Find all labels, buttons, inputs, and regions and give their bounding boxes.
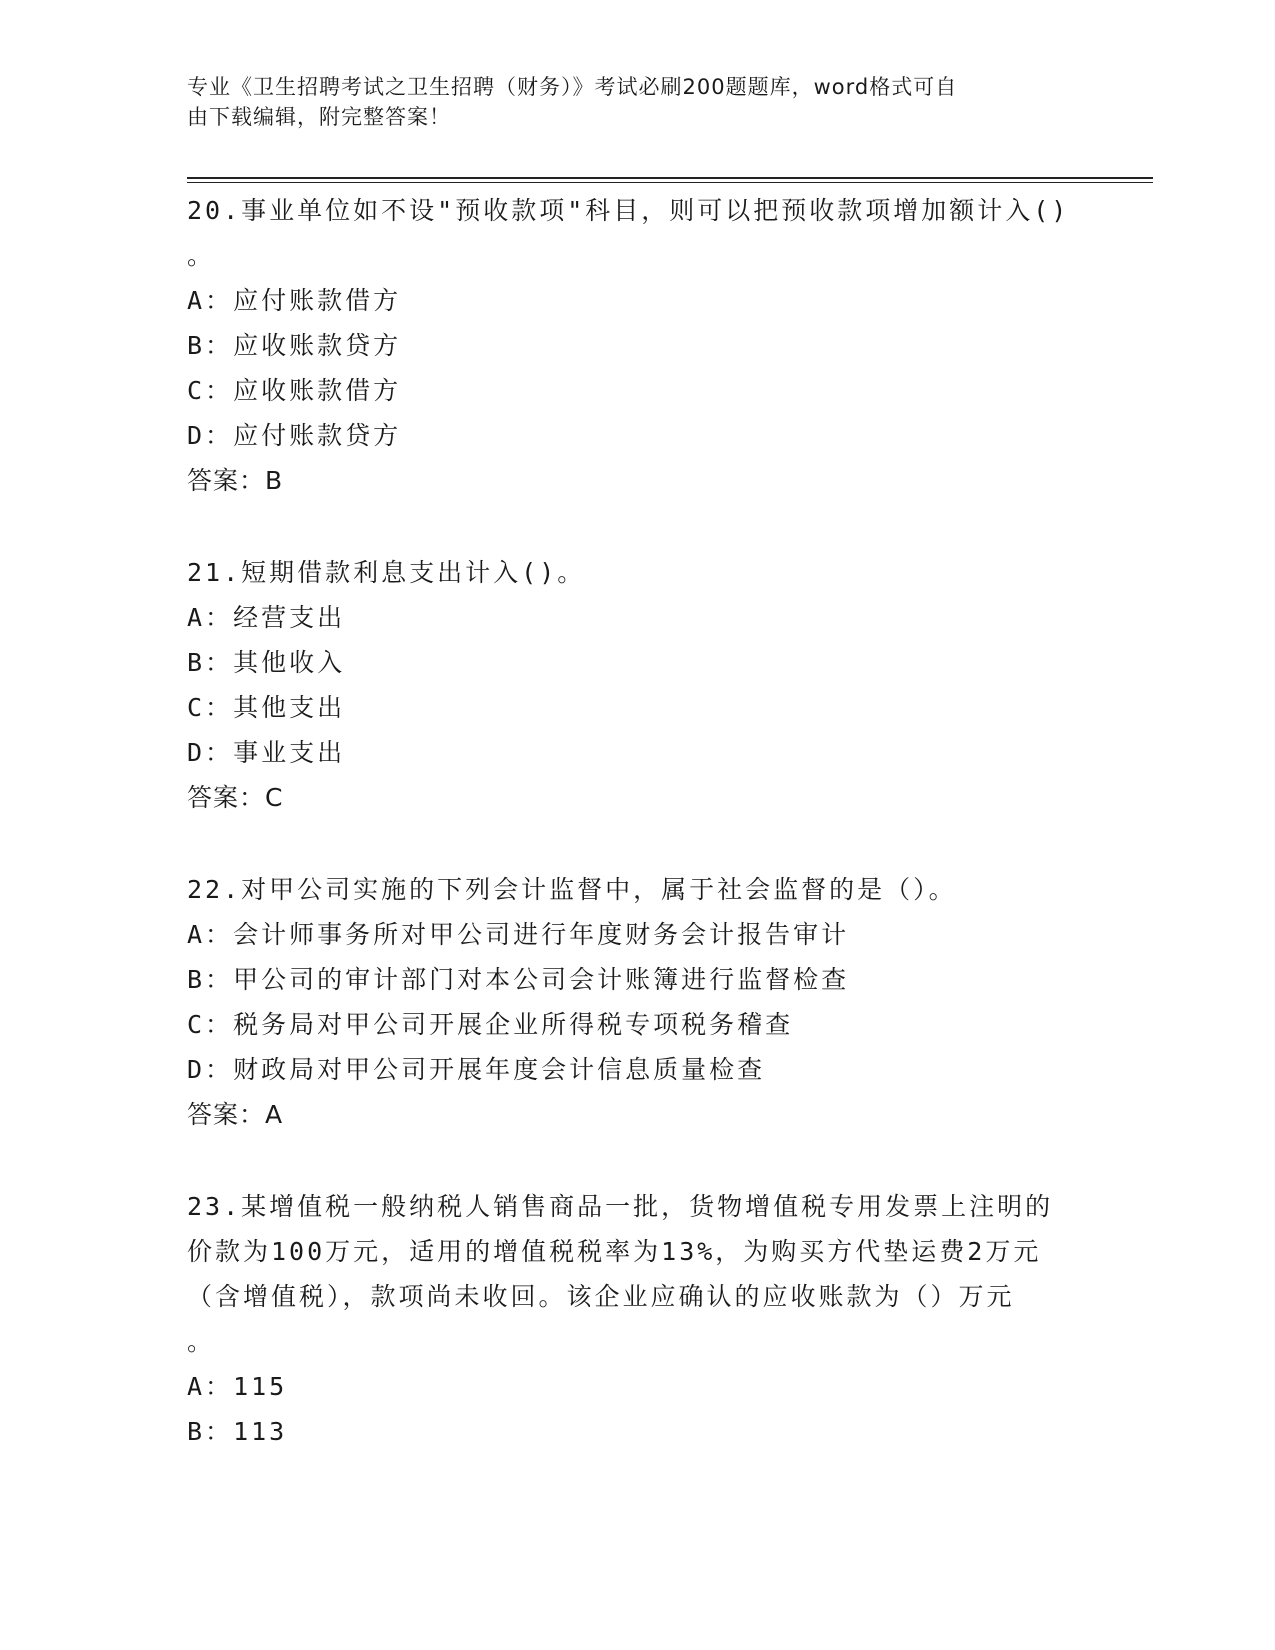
option-label: B：	[187, 1417, 234, 1446]
option-a	[187, 912, 1087, 957]
question-text-line: 。	[187, 1327, 216, 1356]
option-a	[187, 1364, 1087, 1409]
option-d	[187, 413, 1087, 458]
option-label: C：	[187, 376, 234, 405]
option-text: 115	[233, 1372, 288, 1401]
option-text: 其他收入	[233, 648, 346, 677]
option-text: 税务局对甲公司开展企业所得税专项税务稽查	[233, 1010, 794, 1039]
option-label: D：	[187, 1055, 234, 1084]
answer-line: 答案：B	[187, 466, 284, 495]
option-text: 事业支出	[233, 738, 346, 767]
option-label: C：	[187, 1010, 234, 1039]
question-text-line: 。	[187, 241, 216, 270]
option-label: A：	[187, 1372, 234, 1401]
option-d	[187, 730, 1087, 775]
option-a	[187, 278, 1087, 323]
option-c	[187, 368, 1087, 413]
option-text: 会计师事务所对甲公司进行年度财务会计报告审计	[233, 920, 850, 949]
question-22	[187, 867, 1087, 1137]
option-label: B：	[187, 648, 234, 677]
option-text: 应收账款借方	[233, 376, 402, 405]
option-label: A：	[187, 920, 234, 949]
option-label: B：	[187, 965, 234, 994]
option-text: 财政局对甲公司开展年度会计信息质量检查	[233, 1055, 766, 1084]
question-text-line: 21.短期借款利息支出计入()。	[187, 558, 586, 587]
answer-line: 答案：A	[187, 1100, 284, 1129]
header-line-2: 由下载编辑，附完整答案！	[187, 105, 451, 129]
question-list	[187, 188, 1087, 1454]
option-b	[187, 640, 1087, 685]
option-c	[187, 1002, 1087, 1047]
option-d	[187, 1047, 1087, 1092]
option-text: 113	[233, 1417, 288, 1446]
option-label: B：	[187, 331, 234, 360]
option-a	[187, 595, 1087, 640]
question-text-line: 价款为100万元，适用的增值税税率为13%，为购买方代垫运费2万元	[187, 1237, 1042, 1266]
option-text: 经营支出	[233, 603, 346, 632]
option-text: 应付账款贷方	[233, 421, 402, 450]
option-label: C：	[187, 693, 234, 722]
option-c	[187, 685, 1087, 730]
option-label: D：	[187, 421, 234, 450]
option-b	[187, 1409, 1087, 1454]
option-label: A：	[187, 286, 234, 315]
question-text-line: 22.对甲公司实施的下列会计监督中，属于社会监督的是（）。	[187, 875, 957, 904]
option-b	[187, 957, 1087, 1002]
question-21	[187, 550, 1087, 820]
option-text: 应收账款贷方	[233, 331, 402, 360]
question-23	[187, 1184, 1087, 1454]
option-text: 应付账款借方	[233, 286, 402, 315]
option-label: A：	[187, 603, 234, 632]
question-text-line: （含增值税），款项尚未收回。该企业应确认的应收账款为（）万元	[187, 1282, 1015, 1311]
header-line-1: 专业《卫生招聘考试之卫生招聘（财务）》考试必刷200题题库，word格式可自	[187, 75, 958, 99]
question-text-line: 20.事业单位如不设"预收款项"科目，则可以把预收款项增加额计入()	[187, 196, 1070, 225]
option-text: 甲公司的审计部门对本公司会计账簿进行监督检查	[233, 965, 850, 994]
header-divider-thin	[187, 182, 1153, 183]
header-divider-thick	[187, 177, 1153, 179]
option-label: D：	[187, 738, 234, 767]
question-text-line: 23.某增值税一般纳税人销售商品一批，货物增值税专用发票上注明的	[187, 1192, 1054, 1221]
question-20	[187, 188, 1087, 503]
document-header	[187, 72, 1067, 132]
option-text: 其他支出	[233, 693, 346, 722]
answer-line: 答案：C	[187, 783, 284, 812]
option-b	[187, 323, 1087, 368]
